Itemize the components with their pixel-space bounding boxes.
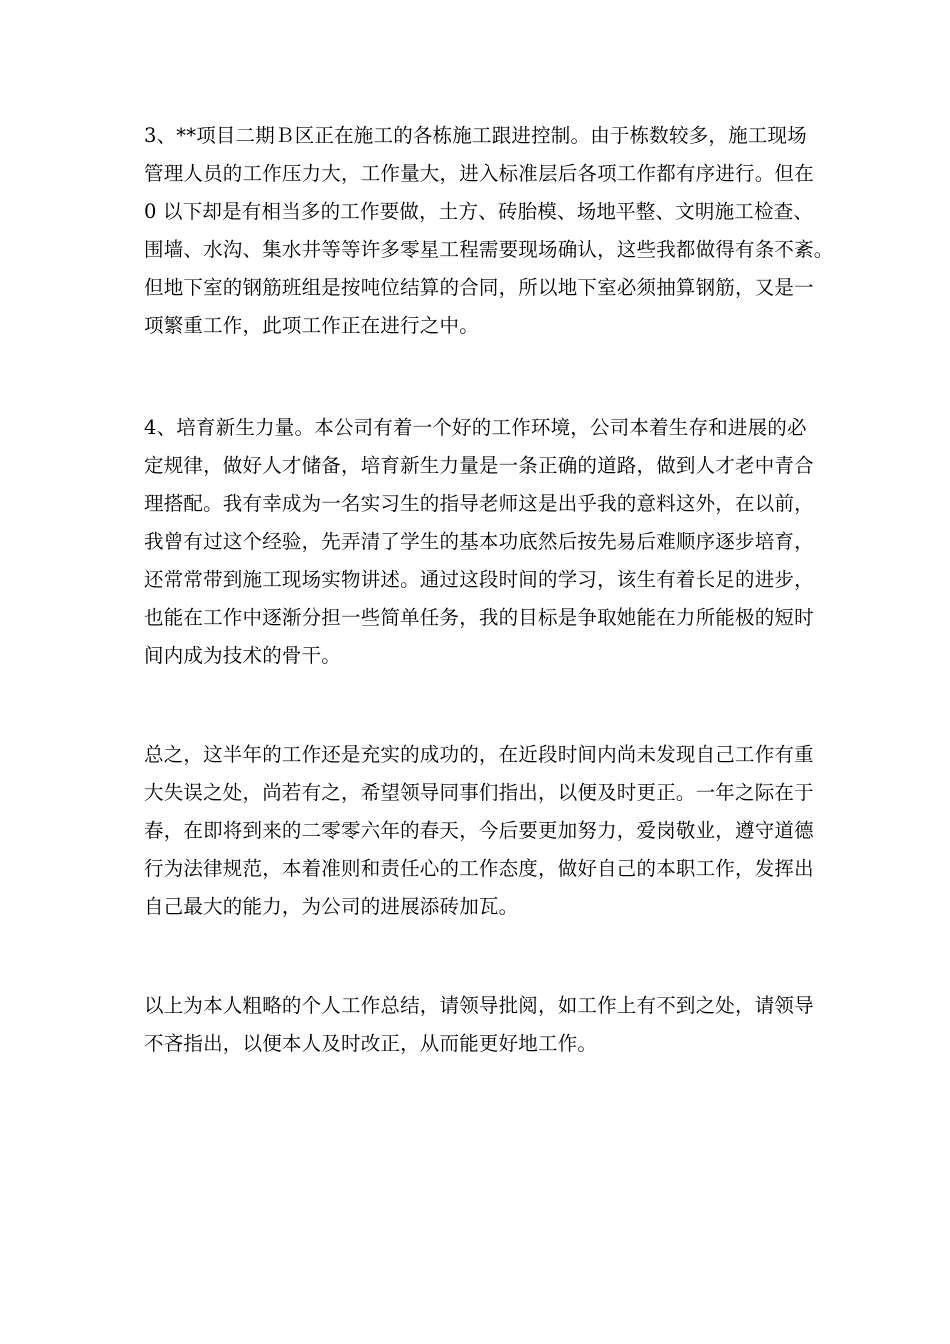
text-line: 还常常带到施工现场实物讲述。通过这段时间的学习，该生有着长足的进步， [144,568,814,591]
text-line: 行为法律规范，本着准则和责任心的工作态度，做好自己的本职工作，发挥出 [144,857,814,880]
paragraph-summary [144,736,824,926]
text-line: 大失误之处，尚若有之，希望领导同事们指出，以便及时更正。一年之际在于 [144,781,814,804]
text-line: 也能在工作中逐渐分担一些简单任务，我的目标是争取她能在力所能极的短时 [144,606,814,629]
paragraph-closing [144,987,824,1063]
paragraph-train-new-staff [144,409,824,675]
text-line: 0 以下却是有相当多的工作要做，土方、砖胎模、场地平整、文明施工检查、 [144,200,814,223]
text-line: 围墙、水沟、集水井等等许多零星工程需要现场确认，这些我都做得有条不紊。 [144,238,834,261]
text-line: 但地下室的钢筋班组是按吨位结算的合同，所以地下室必须抽算钢筋，又是一 [144,276,814,299]
text-line: 管理人员的工作压力大，工作量大，进入标准层后各项工作都有序进行。但在 [144,162,814,185]
text-line: 春，在即将到来的二零零六年的春天，今后要更加努力，爱岗敬业，遵守道德 [144,819,814,842]
text-line: 自己最大的能力，为公司的进展添砖加瓦。 [144,895,519,918]
paragraph-project-phase-two [144,117,834,345]
text-line: 定规律，做好人才储备，培育新生力量是一条正确的道路，做到人才老中青合 [144,454,814,477]
text-line: 总之，这半年的工作还是充实的成功的，在近段时间内尚未发现自己工作有重 [144,743,814,766]
text-line: 间内成为技术的骨干。 [144,644,342,667]
text-line: 不吝指出，以便本人及时改正，从而能更好地工作。 [144,1032,598,1055]
text-line: 3、**项目二期Ｂ区正在施工的各栋施工跟进控制。由于栋数较多，施工现场 [144,124,807,147]
text-line: 我曾有过这个经验，先弄清了学生的基本功底然后按先易后难顺序逐步培育， [144,530,814,553]
text-line: 4、培育新生力量。本公司有着一个好的工作环境，公司本着生存和进展的必 [144,416,807,439]
text-line: 项繁重工作，此项工作正在进行之中。 [144,314,479,337]
text-line: 以上为本人粗略的个人工作总结，请领导批阅，如工作上有不到之处，请领导 [144,994,814,1017]
text-line: 理搭配。我有幸成为一名实习生的指导老师这是出乎我的意料这外，在以前， [144,492,814,515]
